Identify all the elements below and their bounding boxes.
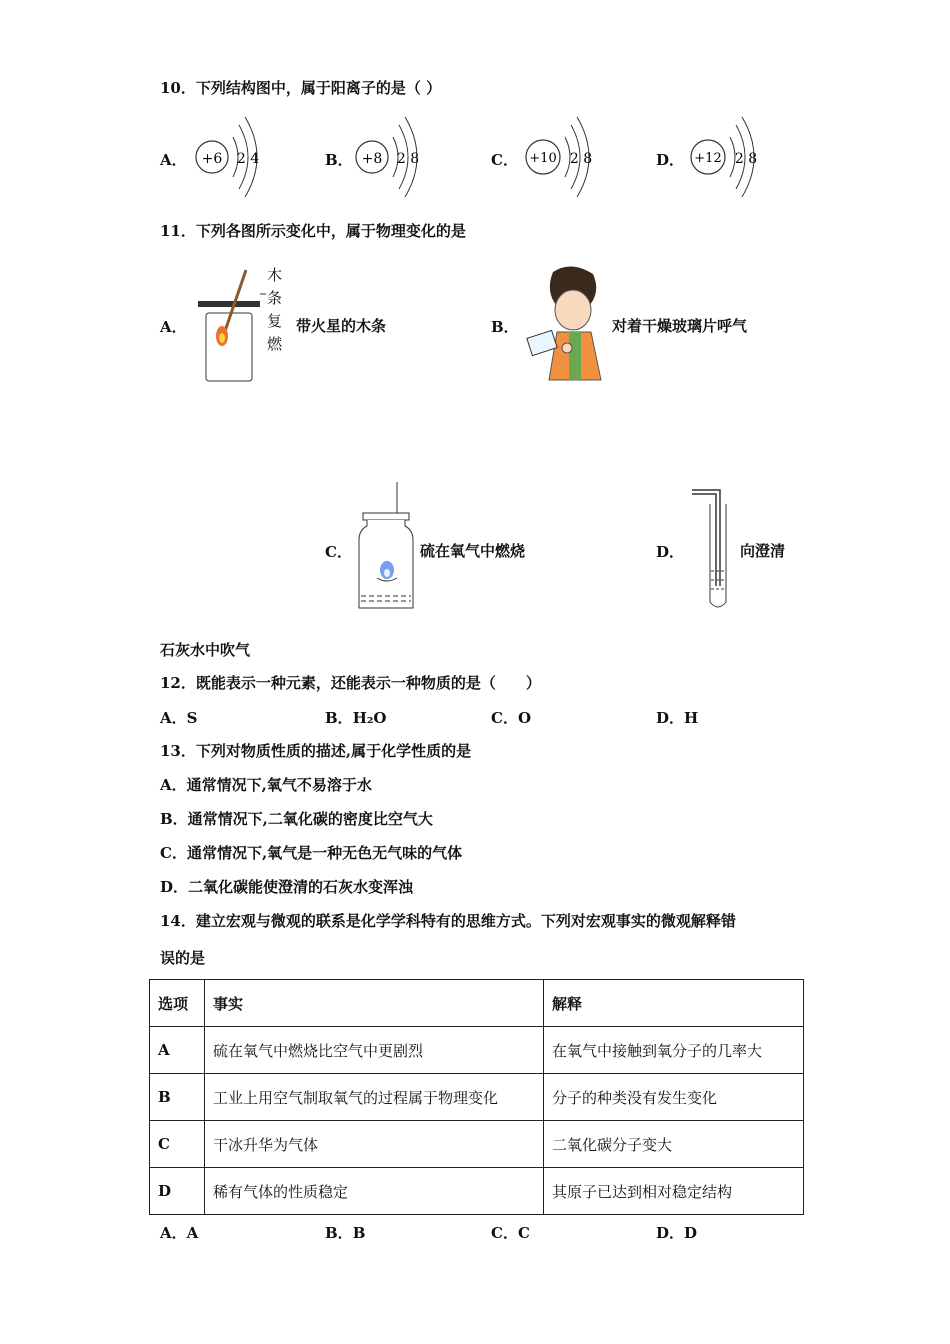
q10-option-b-label[interactable]: B．: [325, 151, 353, 169]
q14-table: [149, 979, 804, 1215]
q13-option-d[interactable]: D．二氧化碳能使澄清的石灰水变浑浊: [160, 878, 414, 896]
atom-diagram-b: [355, 115, 435, 200]
nucleus-charge: +12: [694, 151, 722, 166]
table-row: [150, 1027, 804, 1074]
q11-option-b-text: 对着干燥玻璃片呼气: [612, 317, 748, 335]
nucleus-charge: +8: [361, 151, 383, 167]
q11-option-d-label[interactable]: D．: [656, 543, 685, 561]
splint-relight-figure: [196, 268, 266, 384]
q11-option-c-text: 硫在氧气中燃烧: [420, 542, 526, 560]
table-header-row: [150, 980, 804, 1027]
header-cell: 解释: [544, 980, 804, 1027]
q14-stem-line2: 误的是: [160, 949, 206, 967]
table-cell: C: [150, 1121, 205, 1168]
q11-stem: 11．下列各图所示变化中，属于物理变化的是: [160, 222, 466, 240]
table-cell: 在氧气中接触到氧分子的几率大: [544, 1027, 804, 1074]
q14-option-d[interactable]: D．D: [656, 1224, 698, 1242]
q12-option-c[interactable]: C．O: [491, 709, 532, 727]
q11-option-a-label[interactable]: A．: [160, 318, 187, 336]
header-cell: 事实: [205, 980, 544, 1027]
q13-option-a[interactable]: A．通常情况下,氧气不易溶于水: [160, 776, 372, 794]
electron-counts: 2 8: [734, 151, 758, 167]
table-cell: A: [150, 1027, 205, 1074]
figure-label-relight: 木条复燃: [267, 266, 283, 353]
header-cell: 选项: [150, 980, 205, 1027]
atom-diagram-d: [690, 115, 770, 200]
q11-option-c-label[interactable]: C．: [325, 543, 352, 561]
q12-option-d[interactable]: D．H: [656, 709, 699, 727]
q13-stem: 13．下列对物质性质的描述,属于化学性质的是: [160, 742, 472, 760]
table-cell: 其原子已达到相对稳定结构: [544, 1168, 804, 1215]
limewater-tube-figure: [690, 486, 735, 612]
q14-option-b[interactable]: B．B: [325, 1224, 366, 1242]
electron-counts: 2 4: [236, 151, 260, 167]
atom-diagram-c: [525, 115, 605, 200]
table-row: [150, 1121, 804, 1168]
q12-option-a[interactable]: A．S: [160, 709, 198, 727]
q11-option-a-text: 带火星的木条: [296, 317, 387, 335]
table-cell: 稀有气体的性质稳定: [205, 1168, 544, 1215]
q12-option-b[interactable]: B．H₂O: [325, 709, 387, 727]
q10-option-d-label[interactable]: D．: [656, 151, 685, 169]
q14-option-c[interactable]: C．C: [491, 1224, 530, 1242]
q13-option-b[interactable]: B．通常情况下,二氧化碳的密度比空气大: [160, 810, 433, 828]
q14-stem-line1: 14．建立宏观与微观的联系是化学学科特有的思维方式。下列对宏观事实的微观解释错: [160, 912, 736, 930]
table-cell: D: [150, 1168, 205, 1215]
q12-stem: 12．既能表示一种元素，还能表示一种物质的是（ ）: [160, 674, 541, 692]
table-cell: 分子的种类没有发生变化: [544, 1074, 804, 1121]
q11-option-b-label[interactable]: B．: [491, 318, 519, 336]
q10-option-c-label[interactable]: C．: [491, 151, 518, 169]
table-cell: 干冰升华为气体: [205, 1121, 544, 1168]
table-cell: 工业上用空气制取氧气的过程属于物理变化: [205, 1074, 544, 1121]
q10-option-a-label[interactable]: A．: [160, 151, 187, 169]
table-row: [150, 1168, 804, 1215]
q11-option-d-text: 向澄清: [740, 542, 786, 560]
table-cell: 二氧化碳分子变大: [544, 1121, 804, 1168]
table-cell: B: [150, 1074, 205, 1121]
nucleus-charge: +10: [529, 151, 557, 166]
atom-diagram-a: [195, 115, 275, 200]
table-row: [150, 1074, 804, 1121]
table-cell: 硫在氧气中燃烧比空气中更剧烈: [205, 1027, 544, 1074]
electron-counts: 2 8: [396, 151, 420, 167]
q10-stem: 10．下列结构图中，属于阳离子的是（ ）: [160, 79, 442, 97]
q13-option-c[interactable]: C．通常情况下,氧气是一种无色无气味的气体: [160, 844, 463, 862]
nucleus-charge: +6: [201, 151, 223, 167]
sulfur-burning-figure: [355, 480, 415, 614]
q11-continuation: 石灰水中吹气: [160, 641, 251, 659]
girl-breathing-figure: [523, 262, 608, 384]
electron-counts: 2 8: [569, 151, 593, 167]
q14-option-a[interactable]: A．A: [160, 1224, 199, 1242]
